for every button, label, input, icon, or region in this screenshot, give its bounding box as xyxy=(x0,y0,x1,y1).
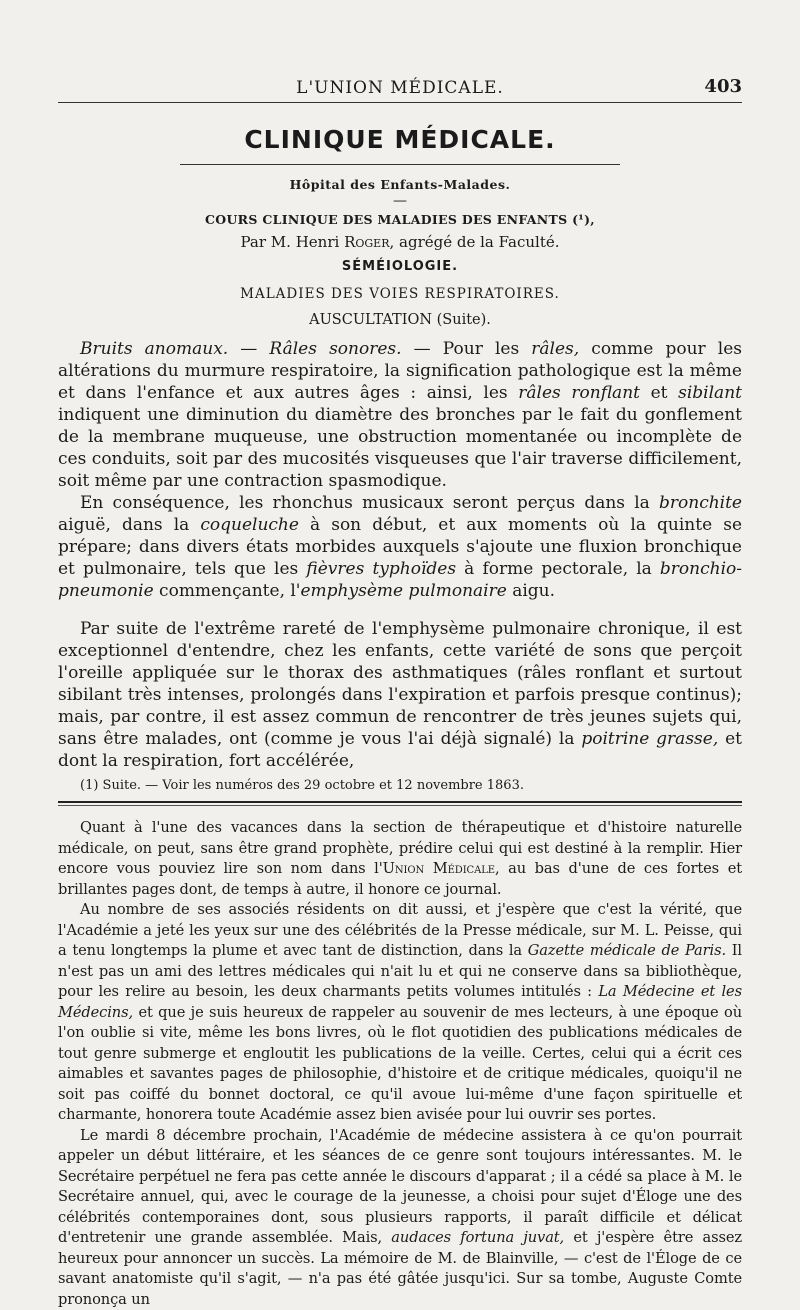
section-heading: SÉMÉIOLOGIE. xyxy=(58,259,742,274)
journal-name: L'UNION MÉDICALE. xyxy=(58,78,742,98)
author-line xyxy=(58,233,742,251)
running-head xyxy=(58,72,742,102)
text-run: et dont la respiration, fort accélérée, xyxy=(58,729,742,771)
author-name: Roger xyxy=(344,233,389,251)
separator-dash: — xyxy=(58,192,742,210)
article-title: CLINIQUE MÉDICALE. xyxy=(58,125,742,154)
author-prefix: Par M. Henri xyxy=(241,233,340,251)
text-run: et que je suis heureux de rappeler au souvenir de mes lecteurs, à une époque où l'on oublie si vite, même les bons livres, où le flot quotidien des publications médicales de tout genre submerge et engloutit les publications de la veille. Certes, celui qui a écrit ces aimables et savantes pages de philosophie, d'histoire et de critique médicales, quoiqu'il ne soit pas coiffé du bonnet doctoral, ce qu'il avoue lui-même d'une façon spirituelle et charmante, honorera toute Académie assez bien avisée pour lui ouvrir ses portes. xyxy=(58,1004,742,1124)
newspaper-page xyxy=(58,72,742,1310)
footnote: (1) Suite. — Voir les numéros des 29 octobre et 12 novembre 1863. xyxy=(58,778,742,793)
feuilleton-separator xyxy=(58,801,742,806)
text-run: et j'espère être assez heureux pour annoncer un succès. La mémoire de M. de Blainville, — c'est de l'Éloge de ce savant anatomiste qu'il s'agit, — n'a pas été gâtée jusqu'ici. Sur sa tombe, Auguste Comte prononça un xyxy=(58,1229,742,1308)
text-run: Par suite de l'extrême rareté de l'emphysème pulmonaire chronique, il est exceptionnel d'entendre, chez les enfants, cette variété de sons que perçoit l'oreille appliquée sur le thorax des asthmatiques (râles ronflant et surtout sibilant très intenses, prolongés dans l'expiration et parfois presque continus); mais, par contre, il est assez commun de rencontrer de très jeunes sujets qui, sans être malades, ont (comme je vous l'ai déjà signalé) la xyxy=(58,619,742,749)
page-number: 403 xyxy=(704,76,742,97)
text-run: à forme pectorale, la xyxy=(456,559,660,579)
text-run: comme pour les altérations du murmure respiratoire, la signification pathologique est la même et dans l'enfance et aux autres âges : ainsi, les xyxy=(58,339,742,403)
text-run: audaces fortuna juvat, xyxy=(391,1229,564,1246)
text-run: poitrine grasse, xyxy=(581,729,718,749)
text-run: indiquent une diminution du diamètre des bronches par le fait du gonflement de la membrane muqueuse, une obstruction momentanée ou incomplète de ces conduits, soit par des mucosités visqueuses que l'air traverse difficilement, soit même par une contraction spasmodique. xyxy=(58,405,742,491)
text-run: La Médecine et les Médecins, xyxy=(58,983,742,1021)
text-run: , au bas d'une de ces fortes et brillantes pages dont, de temps à autre, il honore ce journal. xyxy=(58,860,742,898)
title-rule xyxy=(180,164,620,165)
author-suffix: , agrégé de la Faculté. xyxy=(390,233,560,251)
text-run: bronchite xyxy=(659,493,742,513)
feuilleton-paragraph xyxy=(58,1126,742,1310)
hospital-name: Hôpital des Enfants-Malades. xyxy=(58,177,742,192)
subsubsection-heading: AUSCULTATION (Suite). xyxy=(58,312,742,328)
feuilleton-paragraph xyxy=(58,900,742,1126)
text-run: aigu. xyxy=(507,581,555,601)
text-run: emphysème pulmonaire xyxy=(300,581,506,601)
text-run: sibilant xyxy=(678,383,742,403)
text-run: commençante, l' xyxy=(154,581,301,601)
text-run: Le mardi 8 décembre prochain, l'Académie de médecine assistera à ce qu'on pourrait appeler un début littéraire, et les séances de ce genre sont toujours intéressantes. M. le Secrétaire perpétuel ne fera pas cette année le discours d'apparat ; il a cédé sa place à M. le Secrétaire annuel, qui, avec le courage de la jeunesse, a choisi pour sujet d'Éloge une des célébrités contemporaines dont, sous plusieurs rapports, il paraît difficile et délicat d'entretenir une grande assemblée. Mais, xyxy=(58,1127,742,1247)
header-rule xyxy=(58,102,742,103)
feuilleton-paragraph xyxy=(58,818,742,900)
subsection-heading: MALADIES DES VOIES RESPIRATOIRES. xyxy=(58,286,742,302)
text-run: Il n'est pas un ami des lettres médicales qui n'ait lu et qui ne conserve dans sa bibliothèque, pour les relire au besoin, les deux charmants petits volumes intitulés : xyxy=(58,942,742,1000)
text-run: Quant à l'une des vacances dans la section de thérapeutique et d'histoire naturelle médicale, on peut, sans être grand prophète, prédire celui qui est destiné à la remplir. Hier encore vous pouviez lire son nom dans l' xyxy=(58,819,742,877)
article-paragraph xyxy=(58,618,742,772)
text-run: aiguë, dans la xyxy=(58,515,200,535)
text-run: coqueluche xyxy=(200,515,299,535)
text-run: Union Médicale xyxy=(383,860,495,877)
article-paragraph xyxy=(58,492,742,602)
text-run: Au nombre de ses associés résidents on dit aussi, et j'espère que c'est la vérité, que l'Académie a jeté les yeux sur une des célébrités de la Presse médicale, sur M. L. Peisse, qui a tenu longtemps la plume et avec tant de distinction, dans la xyxy=(58,901,742,959)
text-run: — Pour les xyxy=(402,339,532,359)
text-run: Bruits anomaux. — Râles sonores. xyxy=(80,339,402,359)
article-paragraph xyxy=(58,338,742,492)
text-run: et xyxy=(640,383,678,403)
text-run: râles, xyxy=(531,339,579,359)
text-run: fièvres typhoïdes xyxy=(306,559,456,579)
text-run: râles ronflant xyxy=(518,383,640,403)
text-run: En conséquence, les rhonchus musicaux seront perçus dans la xyxy=(80,493,659,513)
course-title: COURS CLINIQUE DES MALADIES DES ENFANTS (¹), xyxy=(58,212,742,227)
text-run: Gazette médicale de Paris. xyxy=(528,942,726,959)
text-run: bronchio-pneumonie xyxy=(58,559,742,601)
text-run: à son début, et aux moments où la quinte se prépare; dans divers états morbides auxquels s'ajoute une fluxion bronchique et pulmonaire, tels que les xyxy=(58,515,742,579)
